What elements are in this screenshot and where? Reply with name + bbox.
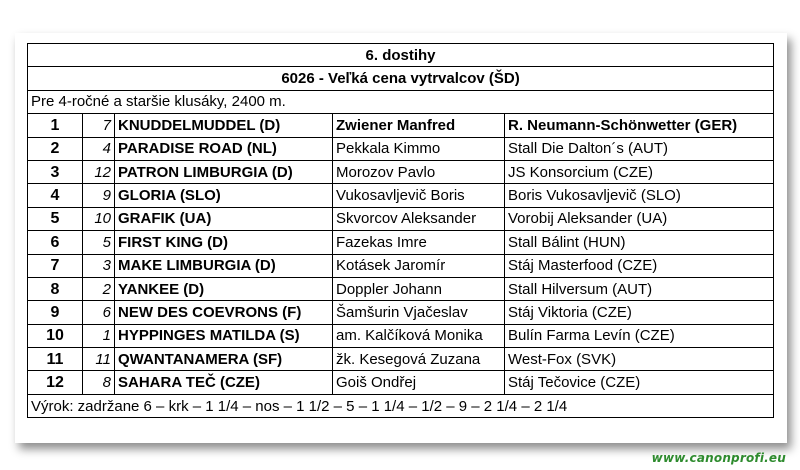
result-owner: West-Fox (SVK) (505, 348, 774, 371)
result-row (28, 184, 774, 207)
result-row (28, 301, 774, 324)
result-horse: QWANTANAMERA (SF) (115, 348, 333, 371)
result-owner: Stall Die Dalton´s (AUT) (505, 137, 774, 160)
result-horse: GLORIA (SLO) (115, 184, 333, 207)
result-horse: PATRON LIMBURGIA (D) (115, 160, 333, 183)
result-place: 10 (28, 324, 83, 347)
result-owner: Stall Hilversum (AUT) (505, 277, 774, 300)
result-place: 1 (28, 114, 83, 137)
race-title-row (28, 44, 774, 67)
result-place: 6 (28, 231, 83, 254)
result-row (28, 137, 774, 160)
result-place: 12 (28, 371, 83, 394)
result-number: 4 (83, 137, 115, 160)
result-row (28, 231, 774, 254)
result-driver: Morozov Pavlo (333, 160, 505, 183)
result-owner: Stáj Viktoria (CZE) (505, 301, 774, 324)
result-number: 2 (83, 277, 115, 300)
result-horse: FIRST KING (D) (115, 231, 333, 254)
result-number: 11 (83, 348, 115, 371)
result-row (28, 371, 774, 394)
result-place: 5 (28, 207, 83, 230)
result-number: 1 (83, 324, 115, 347)
result-place: 7 (28, 254, 83, 277)
result-number: 3 (83, 254, 115, 277)
result-horse: NEW DES COEVRONS (F) (115, 301, 333, 324)
result-horse: MAKE LIMBURGIA (D) (115, 254, 333, 277)
watermark: www.canonprofi.eu (651, 451, 786, 465)
result-horse: SAHARA TEČ (CZE) (115, 371, 333, 394)
result-driver: Fazekas Imre (333, 231, 505, 254)
result-row (28, 348, 774, 371)
race-results-table (27, 43, 774, 418)
result-number: 7 (83, 114, 115, 137)
result-row (28, 207, 774, 230)
result-horse: YANKEE (D) (115, 277, 333, 300)
result-number: 8 (83, 371, 115, 394)
result-row (28, 277, 774, 300)
result-row (28, 324, 774, 347)
result-owner: Bulín Farma Levín (CZE) (505, 324, 774, 347)
result-number: 10 (83, 207, 115, 230)
result-horse: PARADISE ROAD (NL) (115, 137, 333, 160)
result-place: 9 (28, 301, 83, 324)
race-name: 6026 - Veľká cena vytrvalcov (ŠD) (28, 67, 774, 90)
margins-row (28, 394, 774, 417)
result-owner: R. Neumann-Schönwetter (GER) (505, 114, 774, 137)
result-number: 5 (83, 231, 115, 254)
result-driver: Goiš Ondřej (333, 371, 505, 394)
race-margins: Výrok: zadržane 6 – krk – 1 1/4 – nos – 1 1/2 – 5 – 1 1/4 – 1/2 – 9 – 2 1/4 – 2 1/4 (28, 394, 774, 417)
result-driver: Šamšurin Vjačeslav (333, 301, 505, 324)
result-driver: Skvorcov Aleksander (333, 207, 505, 230)
race-title: 6. dostihy (28, 44, 774, 67)
result-driver: Pekkala Kimmo (333, 137, 505, 160)
result-owner: Stáj Tečovice (CZE) (505, 371, 774, 394)
result-horse: HYPPINGES MATILDA (S) (115, 324, 333, 347)
result-owner: JS Konsorcium (CZE) (505, 160, 774, 183)
race-conditions: Pre 4-ročné a staršie klusáky, 2400 m. (28, 90, 774, 113)
result-owner: Stall Bálint (HUN) (505, 231, 774, 254)
result-place: 8 (28, 277, 83, 300)
result-horse: GRAFIK (UA) (115, 207, 333, 230)
result-driver: Zwiener Manfred (333, 114, 505, 137)
result-place: 11 (28, 348, 83, 371)
result-row (28, 114, 774, 137)
result-driver: Kotásek Jaromír (333, 254, 505, 277)
result-place: 3 (28, 160, 83, 183)
result-row (28, 160, 774, 183)
result-owner: Boris Vukosavljevič (SLO) (505, 184, 774, 207)
result-driver: am. Kalčíková Monika (333, 324, 505, 347)
result-owner: Stáj Masterfood (CZE) (505, 254, 774, 277)
result-driver: Doppler Johann (333, 277, 505, 300)
race-conditions-row (28, 90, 774, 113)
result-row (28, 254, 774, 277)
result-owner: Vorobij Aleksander (UA) (505, 207, 774, 230)
result-number: 9 (83, 184, 115, 207)
result-number: 6 (83, 301, 115, 324)
result-driver: Vukosavljevič Boris (333, 184, 505, 207)
result-place: 4 (28, 184, 83, 207)
race-name-row (28, 67, 774, 90)
result-horse: KNUDDELMUDDEL (D) (115, 114, 333, 137)
result-place: 2 (28, 137, 83, 160)
result-driver: žk. Kesegová Zuzana (333, 348, 505, 371)
result-number: 12 (83, 160, 115, 183)
